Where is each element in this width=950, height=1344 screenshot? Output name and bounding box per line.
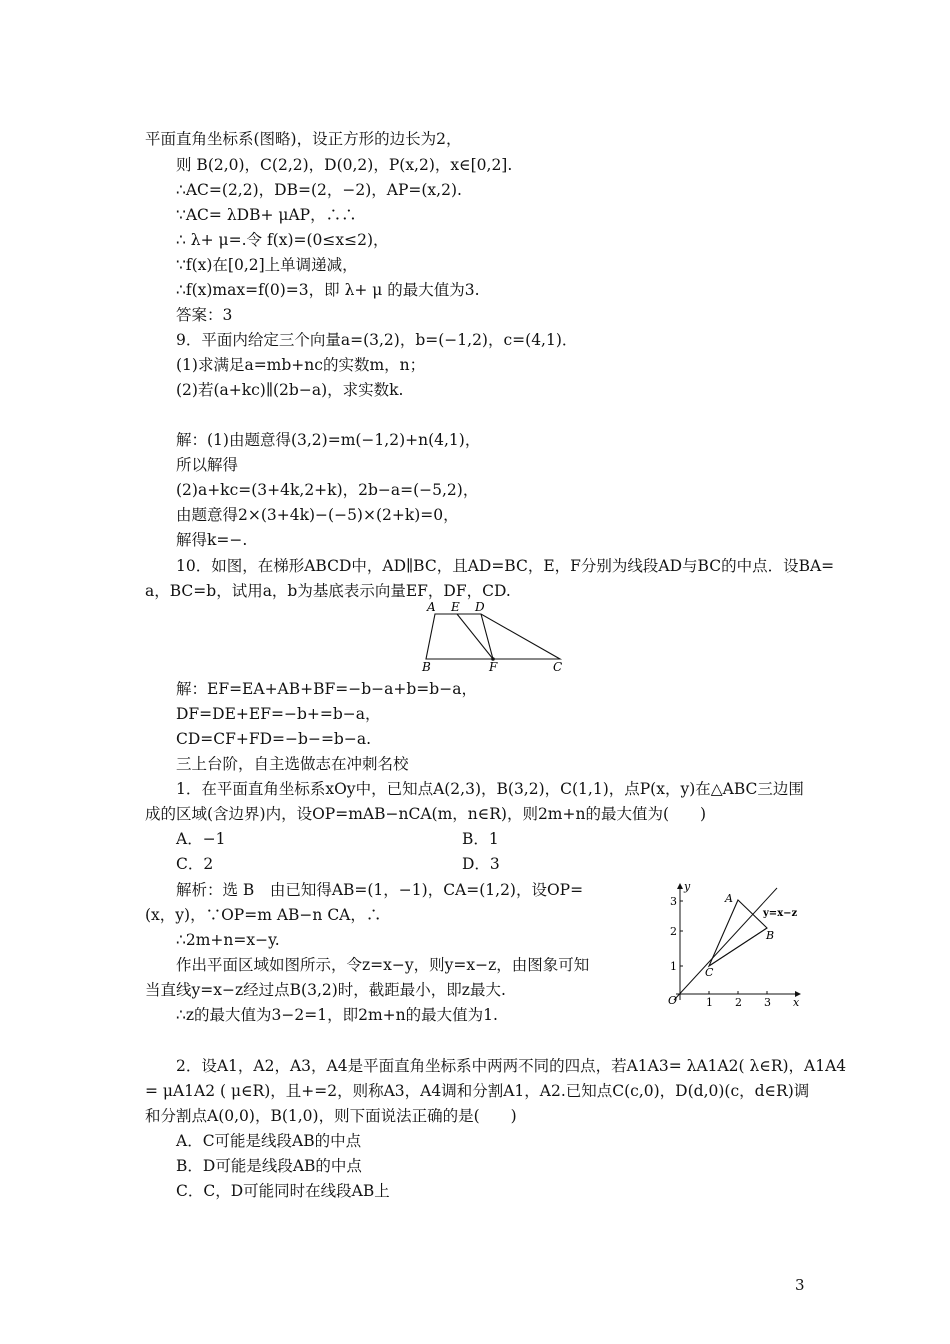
text-line: ∴f(x)max=f(0)=3，即 λ+ μ 的最大值为3.: [176, 281, 480, 299]
tick-y-1: 1: [670, 960, 677, 973]
text-line: CD=CF+FD=−b−=b−a.: [176, 730, 372, 748]
text-line: 成的区域(含边界)内，设OP=mAB−nCA(m，n∈R)，则2m+n的最大值为( ): [145, 805, 707, 823]
text-line: DF=DE+EF=−b+=b−a，: [176, 705, 381, 723]
option-c: C．2: [176, 855, 214, 873]
x-axis-label: x: [793, 996, 800, 1006]
text-line: = μA1A2 ( μ∈R)，且+=2，则称A3，A4调和分割A1，A2.已知点C(c,0)，D(d,0)(c，d∈R)调: [145, 1082, 810, 1100]
text-line: 解得k=−.: [176, 531, 248, 549]
text-line: (2)a+kc=(3+4k,2+k)，2b−a=(−5,2)，: [176, 481, 479, 499]
label-F: F: [489, 660, 498, 672]
text-line: ∴z的最大值为3−2=1，即2m+n的最大值为1.: [176, 1006, 498, 1024]
section-heading: 三上台阶，自主选做志在冲刺名校: [176, 755, 409, 773]
question-1: 1．在平面直角坐标系xOy中，已知点A(2,3)，B(3,2)，C(1,1)，点P(x，y)在△ABC三边围: [176, 780, 804, 798]
answer-line: 答案：3: [176, 306, 233, 324]
trapezoid-figure: [420, 600, 570, 672]
option-d: D．3: [462, 855, 500, 873]
question-10: 10．如图，在梯形ABCD中，AD∥BC，且AD=BC，E，F分别为线段AD与BC的中点．设BA=: [176, 557, 835, 575]
text-line: 所以解得: [176, 456, 239, 474]
label-C: C: [553, 660, 563, 672]
page-number: 3: [795, 1276, 805, 1294]
line-label: y=x−z: [763, 908, 798, 919]
text-line: (1)求满足a=mb+nc的实数m，n；: [176, 356, 426, 374]
tick-x-2: 2: [735, 996, 742, 1006]
coordinate-graph: [662, 876, 810, 1006]
text-line: (2)若(a+kc)∥(2b−a)，求实数k.: [176, 381, 404, 399]
text-line: 作出平面区域如图所示，令z=x−y，则y=x−z，由图象可知: [176, 956, 590, 974]
text-line: (x，y)，∵OP=m AB−n CA，∴: [145, 906, 382, 924]
question-2: 2．设A1，A2，A3，A4是平面直角坐标系中两两不同的四点，若A1A3= λA1A2( λ∈R)，A1A4: [176, 1057, 847, 1075]
tick-x-1: 1: [706, 996, 713, 1006]
text-line: 则 B(2,0)，C(2,2)，D(0,2)，P(x,2)，x∈[0,2].: [176, 156, 513, 174]
tick-y-3: 3: [670, 895, 677, 908]
text-line: ∵f(x)在[0,2]上单调递减，: [176, 256, 358, 274]
tick-x-3: 3: [764, 996, 771, 1006]
point-a-label: A: [725, 892, 733, 905]
analysis-line: 解析：选 B 由已知得AB=(1，−1)，CA=(1,2)，设OP=: [176, 881, 584, 899]
tick-y-2: 2: [670, 925, 677, 938]
option-b: B．D可能是线段AB的中点: [176, 1157, 362, 1175]
text-line: 和分割点A(0,0)，B(1,0)，则下面说法正确的是( ): [145, 1107, 517, 1125]
text-line: ∵AC= λDB+ μAP，∴∴: [176, 206, 357, 224]
point-b-label: B: [766, 929, 775, 942]
option-b: B．1: [462, 830, 499, 848]
point-c-label: C: [705, 966, 714, 979]
text-line: a，BC=b，试用a，b为基底表示向量EF，DF，CD.: [145, 582, 511, 600]
text-line: ∴2m+n=x−y.: [176, 931, 280, 949]
text-line: ∴AC=(2,2)，DB=(2，−2)，AP=(x,2).: [176, 181, 462, 199]
label-D: D: [475, 600, 485, 614]
label-B: B: [422, 660, 431, 672]
option-c: C．C，D可能同时在线段AB上: [176, 1182, 390, 1200]
solution-line: 解：(1)由题意得(3,2)=m(−1,2)+n(4,1)，: [176, 431, 481, 449]
question-9: 9．平面内给定三个向量a=(3,2)，b=(−1,2)，c=(4,1)．: [176, 331, 578, 349]
option-a: A．C可能是线段AB的中点: [176, 1132, 362, 1150]
text-line: 当直线y=x−z经过点B(3,2)时，截距最小，即z最大.: [145, 981, 506, 999]
origin-label: O: [668, 994, 678, 1006]
text-line: ∴ λ+ μ=.令 f(x)=(0≤x≤2)，: [176, 231, 389, 249]
option-a: A．−1: [176, 830, 226, 848]
text-line: 平面直角坐标系(图略)，设正方形的边长为2，: [145, 130, 462, 148]
y-axis-label: y: [684, 880, 691, 893]
solution-line: 解：EF=EA+AB+BF=−b−a+b=b−a，: [176, 680, 477, 698]
text-line: 由题意得2×(3+4k)−(−5)×(2+k)=0，: [176, 506, 459, 524]
label-E: E: [451, 600, 460, 614]
label-A: A: [427, 600, 436, 614]
